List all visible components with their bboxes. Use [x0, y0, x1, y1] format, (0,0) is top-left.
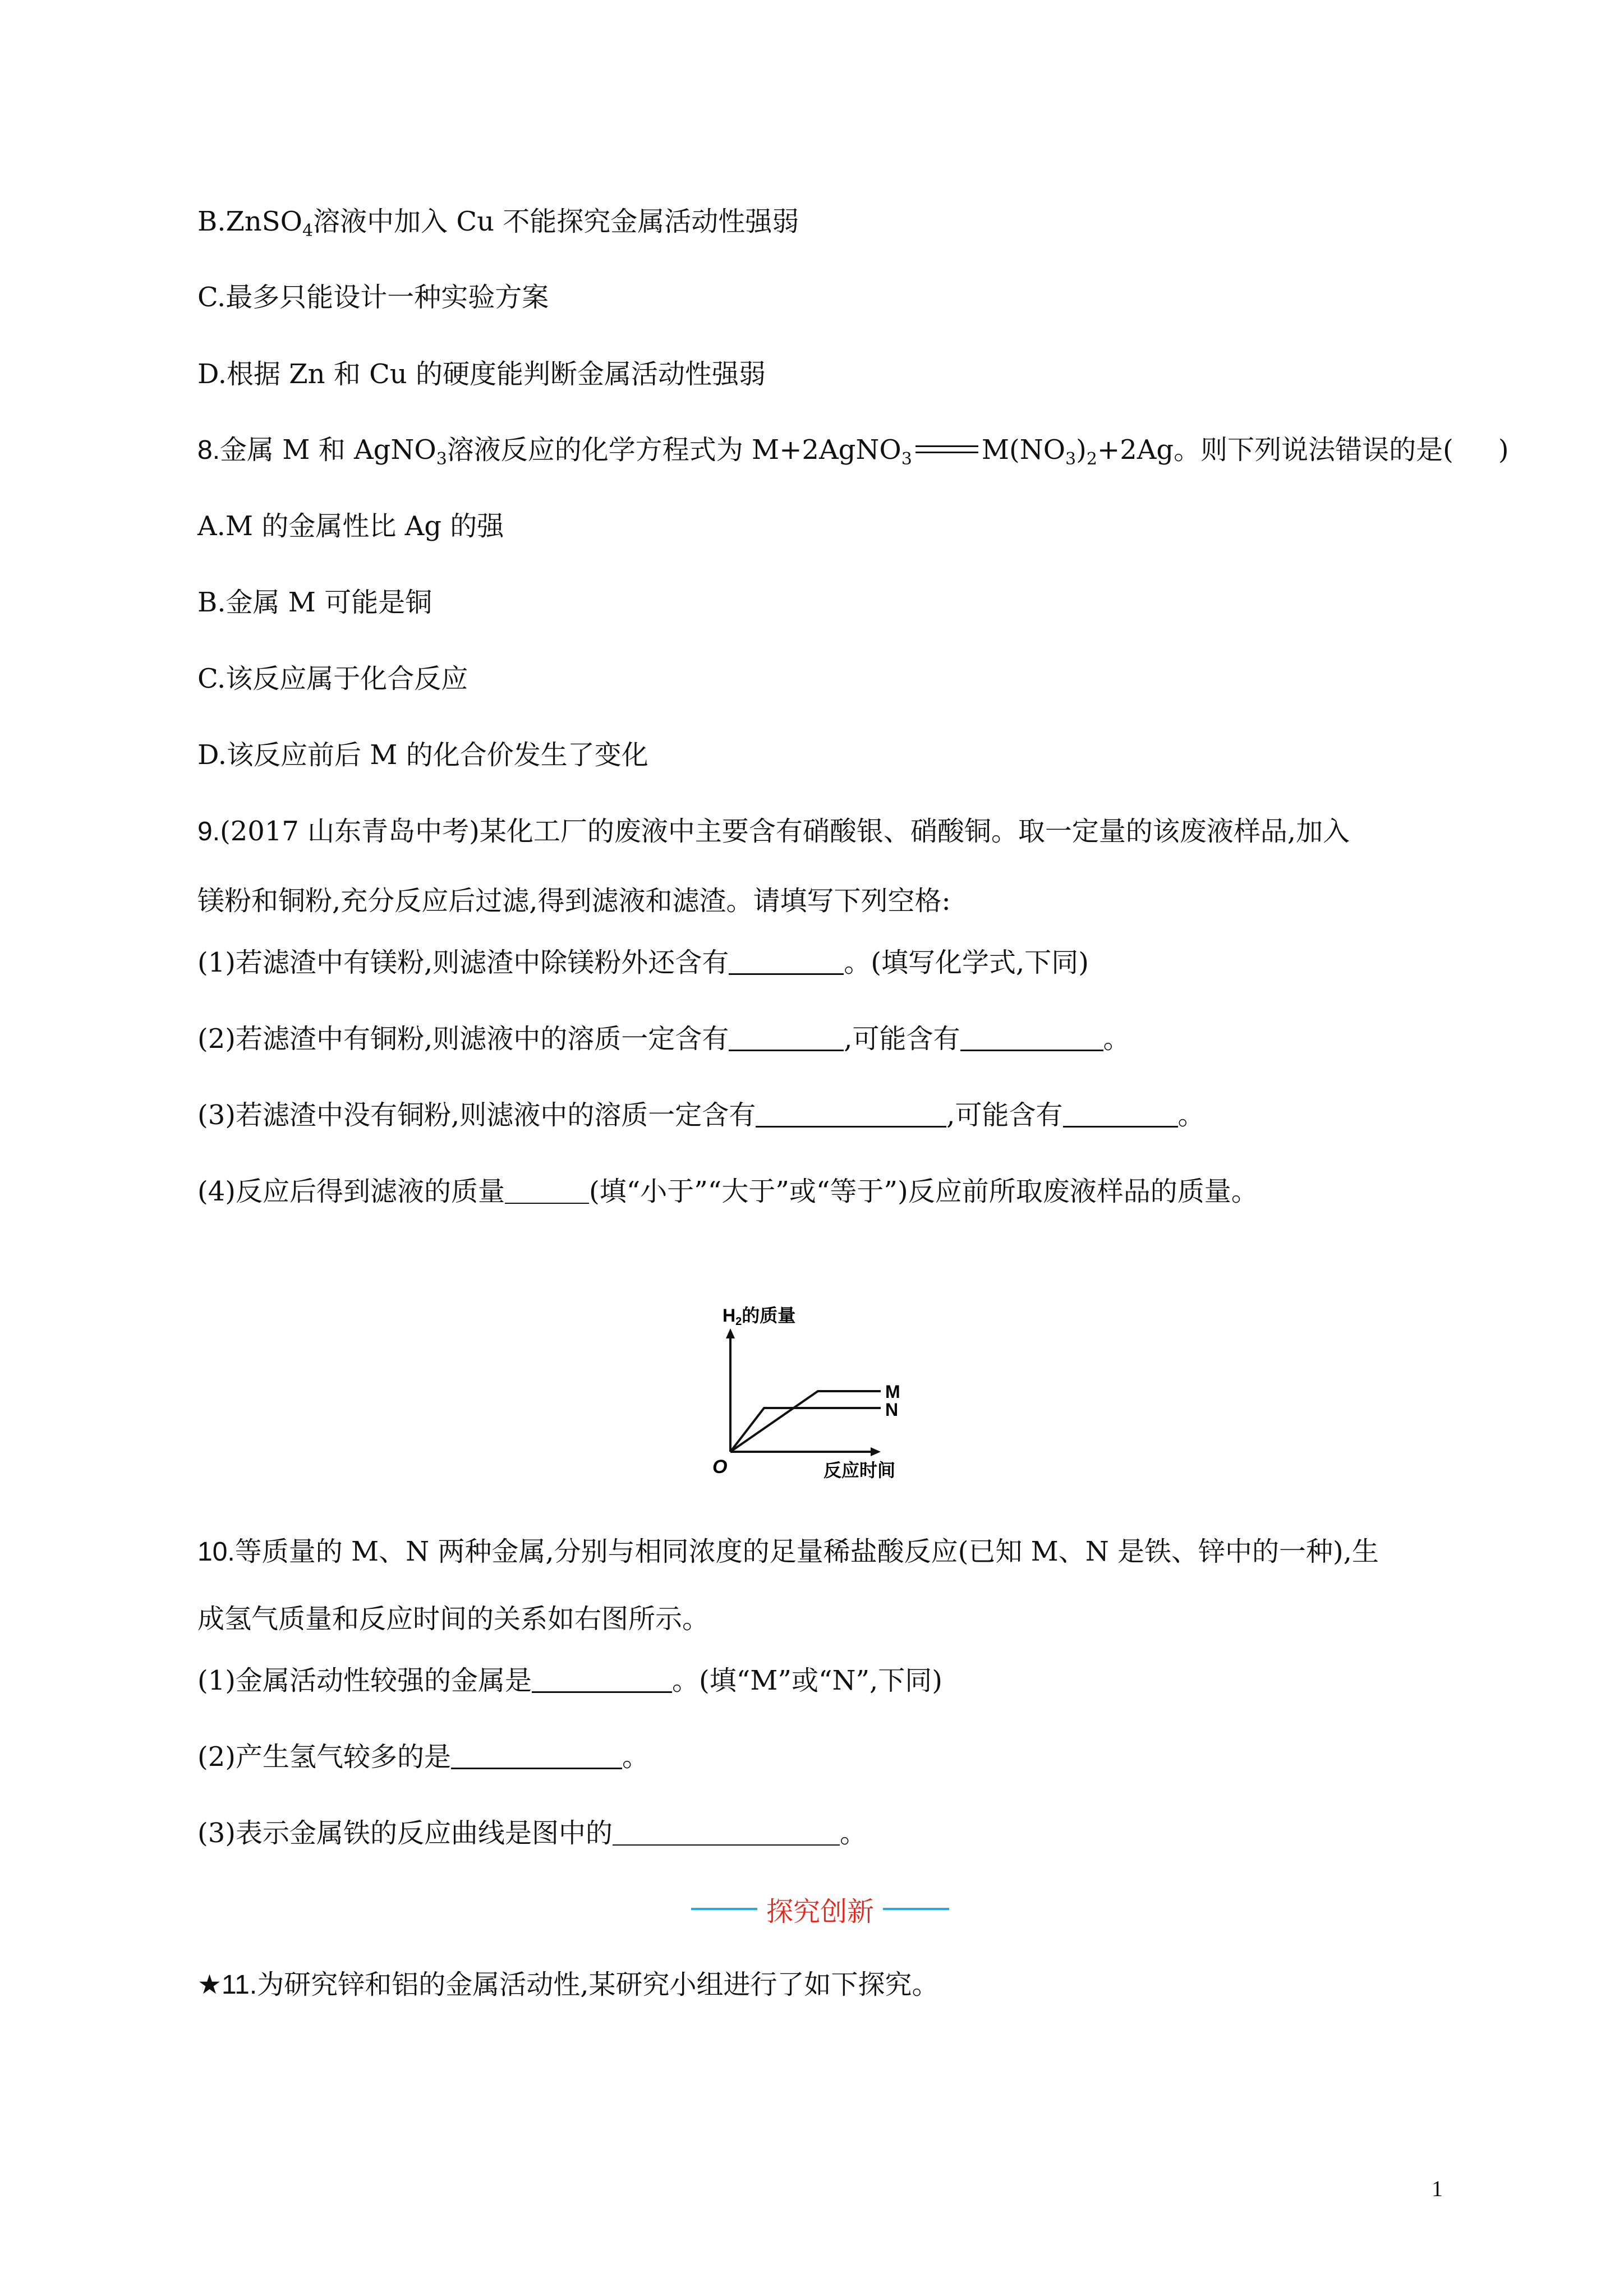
- section-header: [691, 1889, 949, 1929]
- answer-blank: [505, 1178, 589, 1204]
- equals-arrow: [915, 445, 978, 453]
- q7-option-b: B.ZnSO$_4$溶液中加入 Cu 不能探究金属活动性强弱: [197, 206, 799, 241]
- q8-stem: 8.金属 M 和 AgNO$_3$溶液反应的化学方程式为 M+2AgNO$_3$ $M(NO_3)_2+2Ag$。则下列说法错误的是( ): [197, 434, 1509, 469]
- q9-part1: (1)若滤渣中有镁粉,则滤渣中除镁粉外还含有 。(填写化学式,下同): [197, 947, 1089, 978]
- q9-part3: (3)若滤渣中没有铜粉,则滤液中的溶质一定含有 ,可能含有 。: [197, 1099, 1205, 1131]
- answer-blank: [1063, 1101, 1178, 1128]
- q11-stem: ★11.为研究锌和铝的金属活动性,某研究小组进行了如下探究。: [197, 1969, 939, 2000]
- q7-option-d: D.根据 Zn 和 Cu 的硬度能判断金属活动性强弱: [197, 358, 766, 390]
- q8-option-b: B.金属 M 可能是铜: [197, 587, 433, 618]
- section-title: 探究创新: [766, 1895, 875, 1927]
- q8-option-d: D.该反应前后 M 的化合价发生了变化: [197, 739, 648, 771]
- q7-option-c: C.最多只能设计一种实验方案: [197, 282, 549, 313]
- answer-blank: [451, 1743, 622, 1769]
- q10-part1: (1)金属活动性较强的金属是 。(填“M”或“N”,下同): [197, 1665, 943, 1696]
- hydrogen-mass-graph: [712, 1301, 937, 1492]
- q10-part2: (2)产生氢气较多的是 。: [197, 1741, 650, 1773]
- graph-origin: O: [712, 1456, 728, 1478]
- q11-number: 11.: [222, 1970, 257, 2000]
- q8-option-a: A.M 的金属性比 Ag 的强: [197, 510, 504, 542]
- q8-option-c: C.该反应属于化合反应: [197, 663, 468, 694]
- q9-stem-line2: 镁粉和铜粉,充分反应后过滤,得到滤液和滤渣。请填写下列空格:: [197, 885, 951, 917]
- q9-part4: (4)反应后得到滤液的质量 (填“小于”“大于”或“等于”)反应前所取废液样品的质量。: [197, 1176, 1258, 1207]
- curve-n-label: N: [885, 1400, 899, 1420]
- answer-blank: [960, 1025, 1103, 1051]
- answer-blank: [729, 1025, 844, 1051]
- graph-y-label: H2的质量: [723, 1305, 796, 1328]
- section-rule-right: [883, 1908, 949, 1910]
- q8-number: 8.: [197, 435, 220, 465]
- page-number: 1: [1432, 2176, 1443, 2201]
- curve-m-label: M: [885, 1382, 900, 1402]
- answer-blank: [613, 1820, 840, 1846]
- graph-x-label: 反应时间: [823, 1460, 896, 1480]
- q10-stem-line2: 成氢气质量和反应时间的关系如右图所示。: [197, 1603, 710, 1635]
- answer-blank: [756, 1101, 946, 1128]
- curve-n: [730, 1408, 881, 1452]
- q10-number: 10.: [197, 1537, 235, 1567]
- section-rule-left: [691, 1908, 757, 1910]
- answer-blank: [729, 949, 844, 975]
- q9-part2: (2)若滤渣中有铜粉,则滤液中的溶质一定含有 ,可能含有 。: [197, 1023, 1130, 1055]
- star-icon: ★: [197, 1969, 222, 2000]
- answer-blank: [532, 1667, 672, 1693]
- q9-number: 9.: [197, 817, 220, 846]
- q9-stem-line1: 9.(2017 山东青岛中考)某化工厂的废液中主要含有硝酸银、硝酸铜。取一定量的该废液样品,加入: [197, 816, 1350, 847]
- q10-stem-line1: 10.等质量的 M、N 两种金属,分别与相同浓度的足量稀盐酸反应(已知 M、N 是铁、锌中的一种),生: [197, 1536, 1379, 1567]
- q10-part3: (3)表示金属铁的反应曲线是图中的 。: [197, 1818, 867, 1849]
